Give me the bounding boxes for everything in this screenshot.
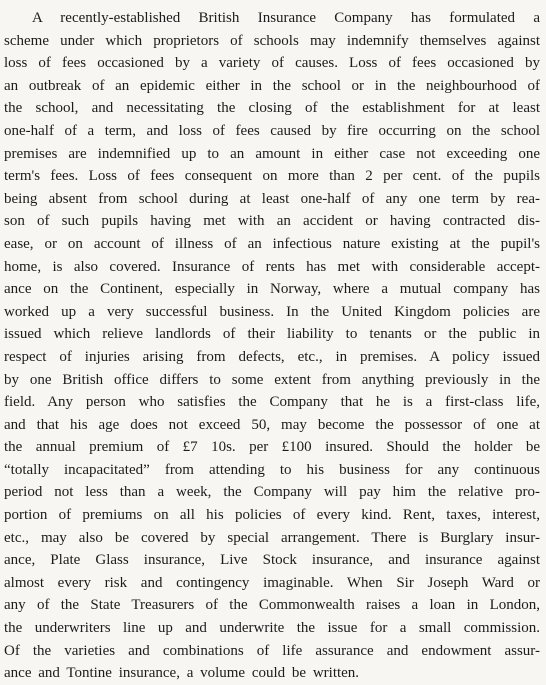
text-line-8: term's fees. Loss of fees consequent on more than 2 per cent. of the pupils xyxy=(4,168,540,185)
text-line-5: the school, and necessitating the closing of the establishment for at least xyxy=(4,100,540,117)
text-line-27: any of the State Treasurers of the Commonwealth raises a loan in London, xyxy=(4,597,540,614)
text-line-9: being absent from school during at least one-half of any one term by rea- xyxy=(4,190,540,207)
article-text xyxy=(4,7,540,685)
text-line-10: son of such pupils having met with an accident or having contracted dis- xyxy=(4,213,540,230)
text-line-18: field. Any person who satisfies the Company that he is a first-class life, xyxy=(4,394,540,411)
text-line-30: ance and Tontine insurance, a volume could be written. xyxy=(4,665,360,682)
text-line-17: by one British office differs to some extent from anything previously in the xyxy=(4,371,540,388)
text-line-12: home, is also covered. Insurance of rents has met with considerable accept- xyxy=(4,258,540,275)
text-line-19: and that his age does not exceed 50, may become the possessor of one at xyxy=(4,416,540,433)
text-line-1: A recently-established British Insurance Company has formulated a xyxy=(32,10,540,26)
text-line-6: one-half of a term, and loss of fees caused by fire occurring on the school xyxy=(4,122,540,139)
text-line-13: ance on the Continent, especially in Norway, where a mutual company has xyxy=(4,281,540,298)
text-line-3: loss of fees occasioned by a variety of causes. Loss of fees occasioned by xyxy=(4,55,540,72)
text-line-23: portion of premiums on all his policies of every kind. Rent, taxes, interest, xyxy=(4,507,540,524)
text-line-25: ance, Plate Glass insurance, Live Stock insurance, and insurance against xyxy=(4,552,540,569)
text-line-26: almost every risk and contingency imaginable. When Sir Joseph Ward or xyxy=(4,574,540,591)
text-line-14: worked up a very successful business. In the United Kingdom policies are xyxy=(4,303,540,320)
text-line-2: scheme under which proprietors of schools may indemnify themselves against xyxy=(4,32,540,49)
text-line-22: period not less than a week, the Company will pay him the relative pro- xyxy=(4,484,540,501)
text-line-4: an outbreak of an epidemic either in the school or in the neighbourhood of xyxy=(4,77,540,94)
text-line-15: issued which relieve landlords of their liability to tenants or the public in xyxy=(4,326,540,343)
text-line-21: “totally incapacitated” from attending to his business for any continuous xyxy=(4,461,540,478)
text-line-24: etc., may also be covered by special arrangement. There is Burglary insur- xyxy=(4,529,540,546)
text-line-29: Of the varieties and combinations of life assurance and endowment assur- xyxy=(4,642,540,659)
text-line-20: the annual premium of £7 10s. per £100 insured. Should the holder be xyxy=(4,439,540,456)
text-line-16: respect of injuries arising from defects, etc., in premises. A policy issued xyxy=(4,348,540,365)
text-line-11: ease, or on account of illness of an infectious nature existing at the pupil's xyxy=(4,235,540,252)
text-line-28: the underwriters line up and underwrite the issue for a small commission. xyxy=(4,620,540,637)
text-line-7: premises are indemnified up to an amount in either case not exceeding one xyxy=(4,145,540,162)
